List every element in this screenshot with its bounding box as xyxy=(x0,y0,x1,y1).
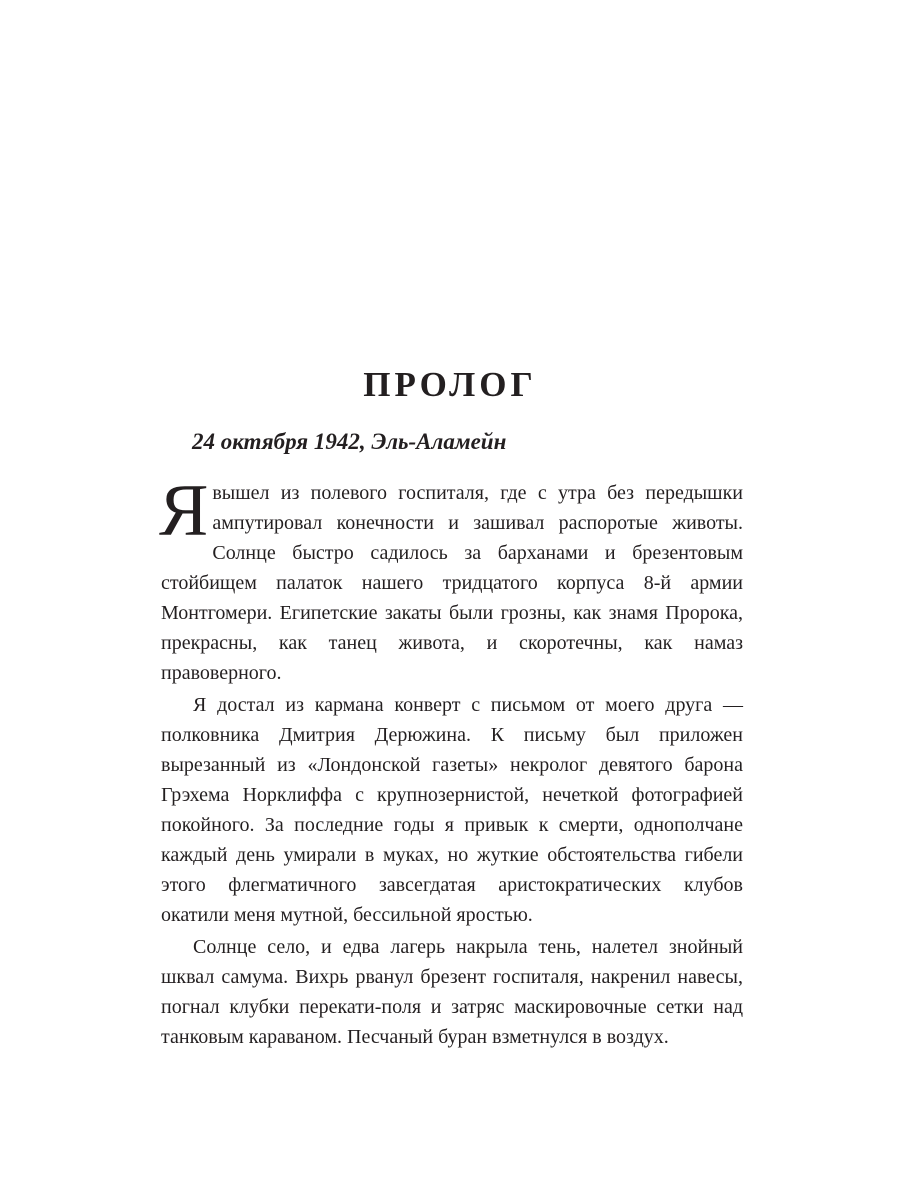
paragraph: Солнце село, и едва лагерь накрыла тень, налетел знойный шквал самума. Вихрь рванул брезент госпиталя, накренил навесы, погнал клубки перекати-поля и затряс маскировочные сетки над танковым караваном. Песчаный буран взметнулся в воздух. xyxy=(161,936,743,1048)
paragraph-text: вышел из полевого госпиталя, где с утра без передышки ампутировал конечности и зашивал распоротые животы. Солнце быстро садилось за барханами и брезентовым стойбищем палаток нашего тридцатого корпуса 8-й армии Монтгомери. Египетские закаты были грозны, как знамя Пророка, прекрасны, как танец живота, и скоротечны, как намаз правоверного. xyxy=(161,482,743,684)
paragraph xyxy=(159,470,743,688)
chapter-subtitle: 24 октября 1942, Эль-Аламейн xyxy=(192,429,507,454)
body-text xyxy=(159,470,743,1052)
chapter-title: ПРОЛОГ xyxy=(363,365,537,404)
drop-cap: Я xyxy=(159,470,209,552)
paragraph: Я достал из кармана конверт с письмом от моего друга — полковника Дмитрия Дерюжина. К письму был приложен вырезанный из «Лондонской газеты» некролог девятого барона Грэхема Норклиффа с крупнозернистой, нечеткой фотографией покойного. За последние годы я привык к смерти, однополчане каждый день умирали в муках, но жуткие обстоятельства гибели этого флегматичного завсегдатая аристократических клубов окатили меня мутной, бессильной яростью. xyxy=(161,694,743,926)
